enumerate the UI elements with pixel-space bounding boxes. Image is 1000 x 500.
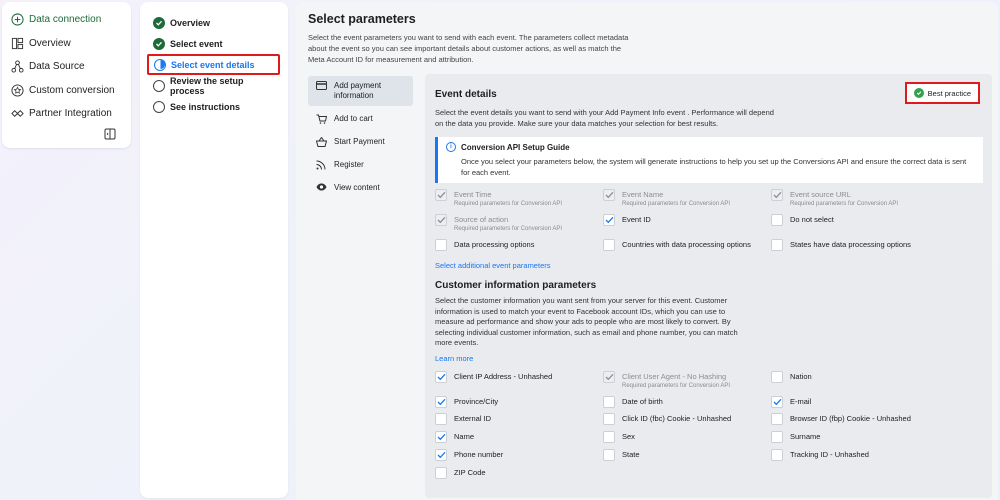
parameter-name: E-mail — [790, 396, 812, 406]
parameter-label — [790, 432, 820, 441]
step-review-setup[interactable] — [148, 75, 280, 96]
main-panel — [296, 2, 998, 500]
parameter-label — [622, 397, 663, 406]
checkbox-box[interactable] — [771, 413, 783, 425]
parameter-checkbox[interactable] — [603, 214, 771, 239]
parameter-checkbox — [771, 189, 939, 214]
parameter-name: Tracking ID - Unhashed — [790, 449, 869, 459]
guide-title: Conversion API Setup Guide — [461, 142, 570, 152]
parameter-label — [622, 240, 751, 249]
parameter-label — [454, 372, 552, 381]
event-label: Add to cart — [334, 114, 373, 123]
parameter-checkbox[interactable] — [771, 396, 939, 414]
parameter-name: Surname — [790, 432, 821, 442]
parameter-name: Countries with data processing options — [622, 240, 751, 249]
overview-icon — [10, 36, 24, 50]
step-label: See instructions — [170, 101, 241, 112]
empty-circle-icon — [153, 101, 165, 113]
event-register[interactable] — [308, 155, 413, 175]
parameter-name: States have data processing options — [790, 240, 911, 249]
parameter-label — [622, 432, 635, 441]
parameter-label — [790, 372, 812, 381]
eye-icon — [315, 183, 327, 191]
checkmark-icon[interactable] — [435, 431, 447, 443]
parameter-label — [790, 215, 834, 224]
parameter-name: Event Name — [622, 190, 664, 199]
parameter-label — [454, 450, 503, 459]
parameter-requirement-note: Required parameters for Conversion API — [454, 226, 563, 232]
parameter-checkbox[interactable] — [435, 467, 603, 485]
checkbox-box[interactable] — [603, 413, 615, 425]
parameter-checkbox[interactable] — [603, 431, 771, 449]
plus-circle-icon — [10, 13, 24, 27]
parameter-checkbox[interactable] — [435, 431, 603, 449]
checkmark-icon — [603, 189, 615, 201]
parameter-name: Name — [454, 432, 475, 442]
parameter-label — [454, 468, 486, 477]
event-add-to-cart[interactable] — [308, 109, 413, 129]
basket-icon — [315, 137, 327, 147]
parameter-checkbox[interactable] — [603, 449, 771, 467]
parameter-checkbox — [603, 371, 771, 396]
parameter-checkbox[interactable] — [435, 449, 603, 467]
parameter-label — [622, 215, 651, 224]
event-details-description: Select the event details you want to send with your Add Payment Info event . Performance will depend on the data you provide. Make sure your data matches your selection for best results. — [435, 108, 774, 128]
parameter-name: Client IP Address - Unhashed — [454, 371, 553, 381]
left-nav — [2, 2, 131, 148]
cart-icon — [315, 114, 327, 124]
checkbox-box[interactable] — [603, 396, 615, 408]
parameter-label — [790, 240, 911, 249]
checkmark-icon — [435, 189, 447, 201]
step-label: Select event details — [171, 59, 255, 70]
parameter-label — [622, 450, 640, 459]
parameter-name: Event ID — [622, 215, 651, 224]
parameter-name: Date of birth — [622, 396, 663, 406]
parameter-checkbox — [603, 189, 771, 214]
event-start-payment[interactable] — [308, 132, 413, 152]
parameter-name: Province/City — [454, 396, 499, 406]
parameter-checkbox[interactable] — [435, 371, 603, 396]
data-source-icon — [10, 60, 24, 74]
parameter-name: External ID — [454, 414, 492, 424]
check-circle-icon — [153, 38, 165, 50]
parameter-label — [622, 414, 731, 423]
customer-info-title: Customer information parameters — [435, 280, 597, 291]
nav-data-connection[interactable] — [10, 8, 123, 32]
custom-conversion-icon — [10, 83, 24, 97]
setup-guide-banner — [435, 137, 983, 183]
parameter-checkbox[interactable] — [603, 239, 771, 257]
parameter-checkbox[interactable] — [435, 413, 603, 431]
checkbox-box[interactable] — [771, 431, 783, 443]
parameter-requirement-note: Required parameters for Conversion API — [454, 201, 563, 207]
rss-icon — [315, 160, 327, 170]
nav-partner-integration[interactable] — [10, 102, 123, 126]
parameter-name: Event Time — [454, 190, 492, 199]
partner-icon — [10, 107, 24, 121]
checkmark-icon[interactable] — [435, 449, 447, 461]
nav-data-source[interactable] — [10, 55, 123, 79]
nav-custom-conversion[interactable] — [10, 79, 123, 103]
check-circle-icon — [153, 17, 165, 29]
parameter-checkbox — [435, 214, 603, 239]
parameter-name: Source of action — [454, 215, 509, 224]
step-label: Overview — [170, 17, 211, 28]
parameter-name: Sex — [622, 432, 635, 442]
event-parameters-grid — [435, 189, 982, 257]
step-label: Select event — [170, 38, 223, 49]
event-label: Start Payment — [334, 137, 385, 146]
parameter-checkbox[interactable] — [603, 396, 771, 414]
event-details-title: Event details — [435, 89, 497, 100]
checkmark-icon — [435, 214, 447, 226]
parameter-checkbox[interactable] — [771, 431, 939, 449]
event-list — [308, 76, 413, 201]
customer-info-description: Select the customer information you want sent from your server for this event. Customer information is used to match your event to Facebook account IDs, which you can use to measure ad performance and show your ads to people who are most likely to convert. By selecting individual customer information, such as email and phone number, you can match more events. — [435, 296, 738, 347]
checkbox-box[interactable] — [435, 413, 447, 425]
step-label: Review the setup process — [170, 75, 244, 96]
parameter-checkbox[interactable] — [435, 239, 603, 257]
parameter-label — [454, 215, 562, 234]
parameter-label — [454, 240, 534, 249]
select-additional-params-link[interactable]: Select additional event parameters — [435, 261, 551, 270]
info-icon: i — [446, 142, 456, 152]
checkmark-icon[interactable] — [435, 371, 447, 383]
parameter-label — [454, 190, 562, 209]
parameter-checkbox[interactable] — [603, 413, 771, 431]
parameter-name: ZIP Code — [454, 467, 486, 477]
parameter-checkbox[interactable] — [771, 413, 939, 431]
step-overview[interactable] — [148, 12, 280, 33]
parameter-requirement-note: Required parameters for Conversion API — [622, 201, 731, 207]
parameter-label — [790, 414, 911, 423]
parameter-checkbox[interactable] — [771, 214, 939, 239]
parameter-name: Do not select — [790, 215, 834, 224]
step-select-event-details[interactable] — [147, 54, 280, 75]
event-add-payment-info[interactable] — [308, 76, 413, 106]
parameter-checkbox[interactable] — [771, 449, 939, 467]
best-practice-label: Best practice — [927, 88, 971, 98]
checkbox-box[interactable] — [603, 239, 615, 251]
nav-label: Custom conversion — [29, 84, 115, 96]
check-circle-icon — [914, 88, 924, 98]
checkbox-box[interactable] — [435, 239, 447, 251]
learn-more-link[interactable]: Learn more — [435, 353, 474, 363]
event-view-content[interactable] — [308, 178, 413, 198]
parameter-label — [454, 432, 474, 441]
parameter-name: Event source URL — [790, 190, 851, 199]
parameter-label — [622, 372, 730, 391]
parameter-checkbox[interactable] — [771, 371, 939, 396]
nav-overview[interactable] — [10, 32, 123, 56]
parameter-name: Phone number — [454, 449, 504, 459]
parameter-label — [622, 190, 730, 209]
parameter-label — [790, 450, 869, 459]
event-label: View content — [334, 183, 380, 192]
nav-label: Partner Integration — [29, 108, 112, 120]
customer-parameters-grid — [435, 371, 982, 485]
checkmark-icon — [771, 189, 783, 201]
empty-circle-icon — [153, 80, 165, 92]
checkbox-box[interactable] — [771, 449, 783, 461]
event-details-card — [425, 74, 992, 498]
event-label: Add payment information — [334, 81, 382, 100]
parameter-name: State — [622, 449, 640, 459]
parameter-label — [454, 414, 491, 423]
event-label: Register — [334, 160, 364, 169]
parameter-label — [790, 190, 898, 209]
step-see-instructions[interactable] — [148, 96, 280, 117]
checkbox-box[interactable] — [771, 239, 783, 251]
parameter-name: Nation — [790, 371, 812, 381]
page-intro: Select the event parameters you want to send with each event. The parameters collect metadata about the event so you can see important details about customer actions, as well as match the Meta Account ID for measurement and attribution. — [308, 33, 629, 64]
parameter-label — [454, 397, 498, 406]
checkbox-box[interactable] — [771, 371, 783, 383]
checkmark-icon — [603, 371, 615, 383]
card-icon — [315, 81, 327, 90]
guide-text: Once you select your parameters below, the system will generate instructions to help you set up the Conversions API and ensure the correct data is sent for each event. — [461, 157, 967, 177]
parameter-requirement-note: Required parameters for Conversion API — [790, 201, 899, 207]
parameter-checkbox[interactable] — [435, 396, 603, 414]
parameter-name: Browser ID (fbp) Cookie - Unhashed — [790, 414, 911, 424]
nav-label: Data connection — [29, 14, 102, 26]
setup-steps — [140, 2, 288, 498]
checkbox-box[interactable] — [603, 431, 615, 443]
checkbox-box[interactable] — [771, 214, 783, 226]
page-title: Select parameters — [308, 12, 416, 26]
checkbox-box[interactable] — [435, 467, 447, 479]
collapse-sidebar-icon[interactable] — [103, 127, 117, 141]
parameter-checkbox — [435, 189, 603, 214]
parameter-requirement-note: Required parameters for Conversion API — [622, 382, 731, 389]
parameter-name: Data processing options — [454, 240, 535, 249]
step-select-event[interactable] — [148, 33, 280, 54]
parameter-name: Click ID (fbc) Cookie - Unhashed — [622, 414, 732, 424]
parameter-label — [790, 397, 811, 406]
nav-label: Data Source — [29, 61, 85, 73]
parameter-checkbox[interactable] — [771, 239, 939, 257]
checkmark-icon[interactable] — [603, 214, 615, 226]
half-circle-icon — [154, 59, 166, 71]
parameter-name: Client User Agent - No Hashing — [622, 371, 727, 381]
checkmark-icon[interactable] — [771, 396, 783, 408]
best-practice-badge[interactable] — [905, 82, 980, 104]
nav-label: Overview — [29, 37, 71, 49]
checkbox-box[interactable] — [603, 449, 615, 461]
checkmark-icon[interactable] — [435, 396, 447, 408]
